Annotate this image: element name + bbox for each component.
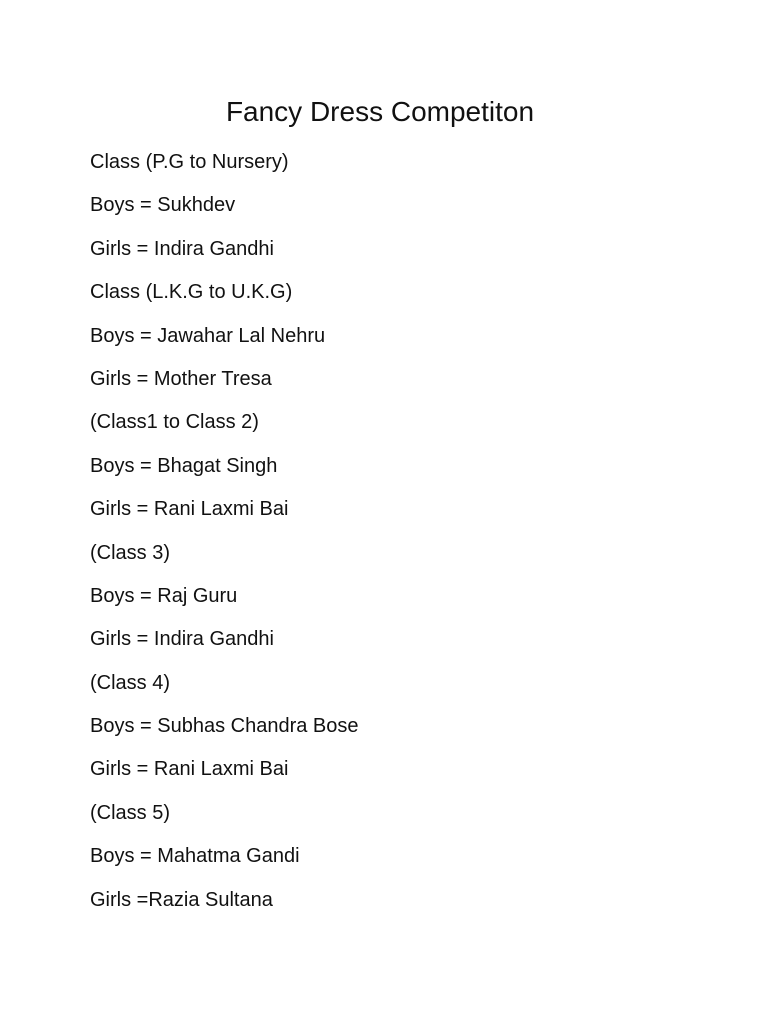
class-heading: (Class 4) — [90, 671, 171, 694]
boys-entry: Boys = Raj Guru — [90, 584, 238, 607]
boys-entry: Boys = Subhas Chandra Bose — [90, 715, 359, 738]
class-heading: (Class 3) — [90, 541, 171, 564]
class-heading: (Class 5) — [90, 801, 171, 824]
class-heading: Class (L.K.G to U.K.G) — [90, 281, 293, 304]
boys-entry: Boys = Bhagat Singh — [90, 454, 278, 477]
girls-entry: Girls = Indira Gandhi — [90, 628, 274, 651]
girls-entry: Girls = Rani Laxmi Bai — [90, 498, 289, 521]
girls-entry: Girls = Mother Tresa — [90, 367, 272, 390]
girls-entry: Girls = Indira Gandhi — [90, 237, 274, 260]
boys-entry: Boys = Mahatma Gandi — [90, 845, 300, 868]
document-body — [90, 147, 359, 928]
boys-entry: Boys = Jawahar Lal Nehru — [90, 324, 326, 347]
class-heading: (Class1 to Class 2) — [90, 411, 259, 434]
page-title: Fancy Dress Competiton — [225, 96, 535, 127]
girls-entry: Girls =Razia Sultana — [90, 888, 273, 911]
class-heading: Class (P.G to Nursery) — [90, 151, 289, 173]
girls-entry: Girls = Rani Laxmi Bai — [90, 758, 289, 781]
boys-entry: Boys = Sukhdev — [90, 194, 236, 217]
